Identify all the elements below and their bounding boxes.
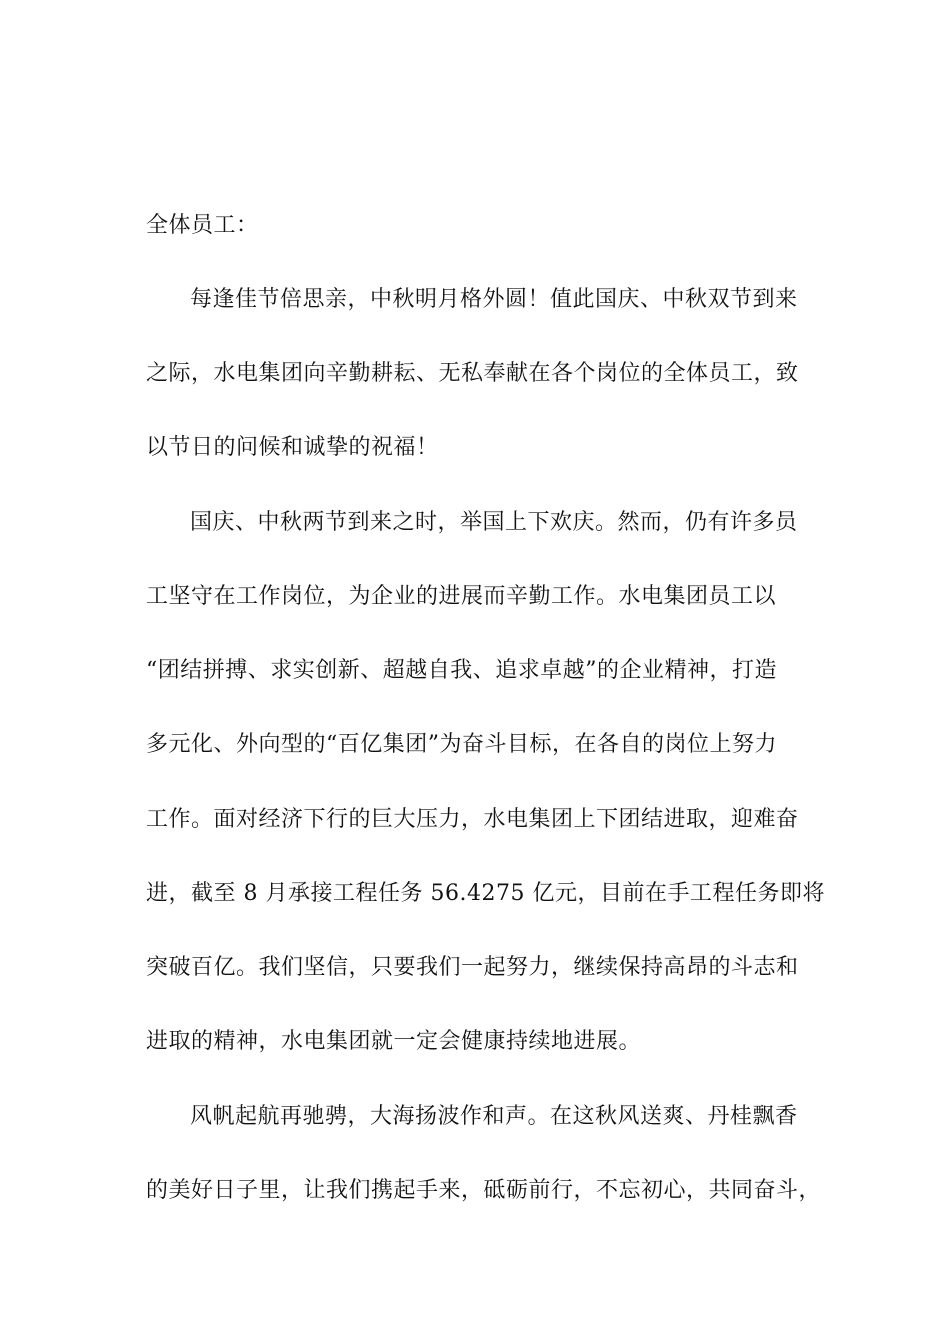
paragraph-line: “团结拼搏、求实创新、超越自我、追求卓越”的企业精神，打造 [146,658,777,683]
paragraph-line: 的美好日子里，让我们携起手来，砥砺前行，不忘初心，共同奋斗， [146,1178,822,1203]
paragraph-line: 进取的精神，水电集团就一定会健康持续地进展。 [146,1029,642,1054]
paragraph-line: 多元化、外向型的“百亿集团”为奋斗目标，在各自的岗位上努力 [146,732,777,757]
paragraph-line: 每逢佳节倍思亲，中秋明月格外圆！值此国庆、中秋双节到来 [190,287,798,312]
paragraph-line: 工作。面对经济下行的巨大压力，水电集团上下团结进取，迎难奋 [146,807,799,832]
salutation: 全体员工： [146,213,259,238]
paragraph-line: 工坚守在工作岗位，为企业的进展而辛勤工作。水电集团员工以 [146,584,777,609]
paragraph-line: 之际，水电集团向辛勤耕耘、无私奉献在各个岗位的全体员工，致 [146,361,799,386]
paragraph-line: 国庆、中秋两节到来之时，举国上下欢庆。然而，仍有许多员 [190,510,798,535]
paragraph-line: 进，截至 8 月承接工程任务 56.4275 亿元，目前在手工程任务即将 [146,881,825,906]
paragraph-line: 风帆起航再驰骋，大海扬波作和声。在这秋风送爽、丹桂飘香 [190,1104,798,1129]
paragraph-line: 突破百亿。我们坚信，只要我们一起努力，继续保持高昂的斗志和 [146,955,799,980]
paragraph-line: 以节日的问候和诚挚的祝福！ [146,435,439,460]
